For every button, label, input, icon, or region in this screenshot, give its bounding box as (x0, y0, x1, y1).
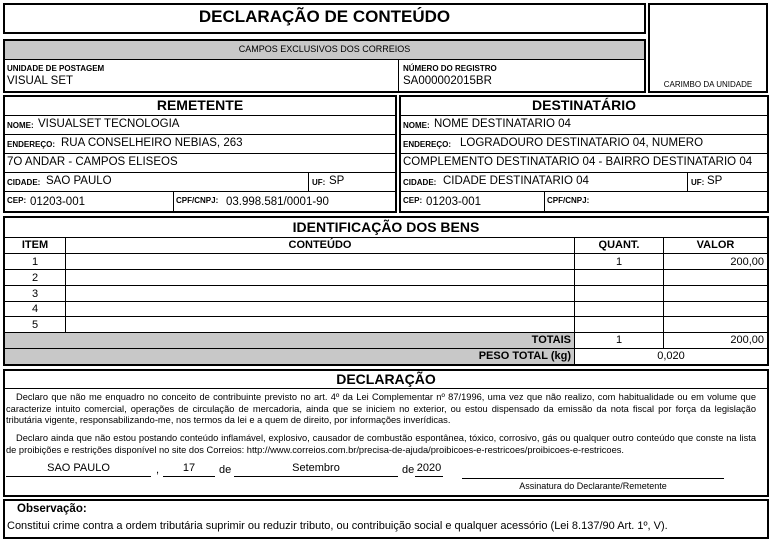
declaracao-cidade: SAO PAULO (6, 462, 151, 477)
peso-total-label: PESO TOTAL (kg) (478, 350, 571, 362)
remetente-header: REMETENTE (156, 97, 244, 113)
destinatario-nome-label: NOME: (403, 121, 430, 130)
stamp-label: CARIMBO DA UNIDADE (663, 80, 753, 89)
observacao-label: Observação: (17, 503, 87, 515)
table-row-item: 2 (31, 272, 39, 284)
remetente-endereco-label: ENDEREÇO: (7, 140, 56, 149)
declaracao-header: DECLARAÇÃO (336, 371, 436, 387)
column-header-valor: VALOR (696, 239, 735, 251)
table-row-item: 1 (31, 256, 39, 268)
remetente-cep: 01203-001 (30, 196, 85, 208)
destinatario-cep-label: CEP: (403, 196, 423, 205)
divider (401, 115, 767, 116)
remetente-uf: SP (329, 175, 345, 187)
divider (544, 191, 545, 211)
destinatario-cidade-label: CIDADE: (403, 178, 437, 187)
destinatario-uf: SP (707, 175, 723, 187)
destinatario-header: DESTINATÁRIO (532, 97, 636, 113)
divider (5, 191, 395, 192)
remetente-nome-label: NOME: (7, 121, 34, 130)
table-row-item: 3 (31, 288, 39, 300)
observacao-box (3, 499, 769, 539)
remetente-endereco: RUA CONSELHEIRO NEBIAS, 263 (61, 137, 243, 149)
numero-registro-label: NÚMERO DO REGISTRO (403, 64, 497, 73)
divider (308, 172, 309, 191)
divider (401, 153, 767, 154)
remetente-endereco2: 7O ANDAR - CAMPOS ELISEOS (7, 156, 178, 168)
divider (5, 253, 767, 254)
divider (5, 301, 767, 302)
destinatario-cpf-label: CPF/CNPJ: (547, 196, 590, 205)
remetente-cpf-label: CPF/CNPJ: (176, 196, 219, 205)
column-header-conteudo: CONTEÚDO (288, 239, 352, 251)
numero-registro-value: SA000002015BR (403, 75, 492, 87)
divider (5, 153, 395, 154)
divider (173, 191, 174, 211)
divider (5, 237, 767, 238)
bens-header: IDENTIFICAÇÃO DOS BENS (292, 219, 480, 235)
totais-quant: 1 (615, 334, 623, 346)
remetente-uf-label: UF: (312, 178, 326, 187)
declaracao-dia: 17 (163, 462, 215, 477)
table-row-item: 5 (31, 319, 39, 331)
declaracao-paragraph-2: Declaro ainda que não estou postando conteúdo inflamável, explosivo, causador de combustão espontânea, tóxico, corrosivo, gás ou qualquer outro conteúdo que conste na lista de proibições e restrições disponível no site dos Correios: http://www.correios.com.br/precisa-de-ajuda/proibicoes-e-restricoes/proibicoes-e-restricoes. (6, 433, 756, 455)
divider (5, 285, 767, 286)
divider (5, 134, 395, 135)
remetente-cidade-label: CIDADE: (7, 178, 41, 187)
column-header-item: ITEM (21, 239, 49, 251)
totais-label: TOTAIS (531, 334, 571, 346)
destinatario-cidade: CIDADE DESTINATARIO 04 (443, 175, 589, 187)
observacao-text: Constitui crime contra a ordem tributária suprimir ou reduzir tributo, ou contribuição social e qualquer acessório (Lei 8.137/90 Art. 1º, V). (7, 520, 668, 532)
divider (401, 134, 767, 135)
divider (5, 115, 395, 116)
table-row-item: 4 (31, 303, 39, 315)
declaracao-ano: 2020 (415, 462, 443, 477)
remetente-cpf: 03.998.581/0001-90 (226, 196, 329, 208)
remetente-nome: VISUALSET TECNOLOGIA (38, 118, 180, 130)
divider (687, 172, 688, 191)
assinatura-label: Assinatura do Declarante/Remetente (519, 481, 667, 491)
declaracao-comma: , (156, 464, 160, 476)
page-title: DECLARAÇÃO DE CONTEÚDO (198, 7, 451, 26)
destinatario-nome: NOME DESTINATARIO 04 (434, 118, 571, 130)
divider (5, 388, 767, 389)
destinatario-endereco-label: ENDEREÇO: (403, 140, 452, 149)
table-row-valor: 200,00 (730, 256, 764, 268)
divider (5, 269, 767, 270)
divider (5, 59, 644, 60)
peso-total-value: 0,020 (657, 350, 685, 362)
column-header-quant: QUANT. (598, 239, 640, 251)
divider (5, 172, 395, 173)
unidade-postagem-value: VISUAL SET (7, 75, 74, 87)
divider (5, 316, 767, 317)
remetente-cep-label: CEP: (7, 196, 27, 205)
totais-valor: 200,00 (730, 334, 764, 346)
declaracao-de-2: de (402, 464, 415, 476)
declaracao-de-1: de (219, 464, 232, 476)
unidade-postagem-label: UNIDADE DE POSTAGEM (7, 64, 105, 73)
divider (401, 191, 767, 192)
destinatario-endereco: LOGRADOURO DESTINATARIO 04, NUMERO (460, 137, 704, 149)
declaracao-mes: Setembro (234, 462, 398, 477)
destinatario-uf-label: UF: (691, 178, 705, 187)
assinatura-line (462, 478, 724, 479)
remetente-cidade: SAO PAULO (46, 175, 112, 187)
destinatario-cep: 01203-001 (426, 196, 481, 208)
correios-header: CAMPOS EXCLUSIVOS DOS CORREIOS (238, 44, 411, 54)
table-row-quant: 1 (615, 256, 623, 268)
declaracao-paragraph-1: Declaro que não me enquadro no conceito de contribuinte previsto no art. 4º da Lei Complementar nº 87/1996, uma vez que não realizo, com habitualidade ou em volume que caracterize intuito comercial, operações de circulação de mercadoria, ainda que se iniciem no exterior, ou estou dispensado da emissão da nota fiscal por força da legislação tributária vigente, responsabilizando-me, nos termos da lei e a quem de direito, por informações inverídicas. (6, 392, 756, 425)
destinatario-endereco2: COMPLEMENTO DESTINATARIO 04 - BAIRRO DESTINATARIO 04 (403, 156, 753, 168)
divider (401, 172, 767, 173)
divider (398, 59, 399, 92)
